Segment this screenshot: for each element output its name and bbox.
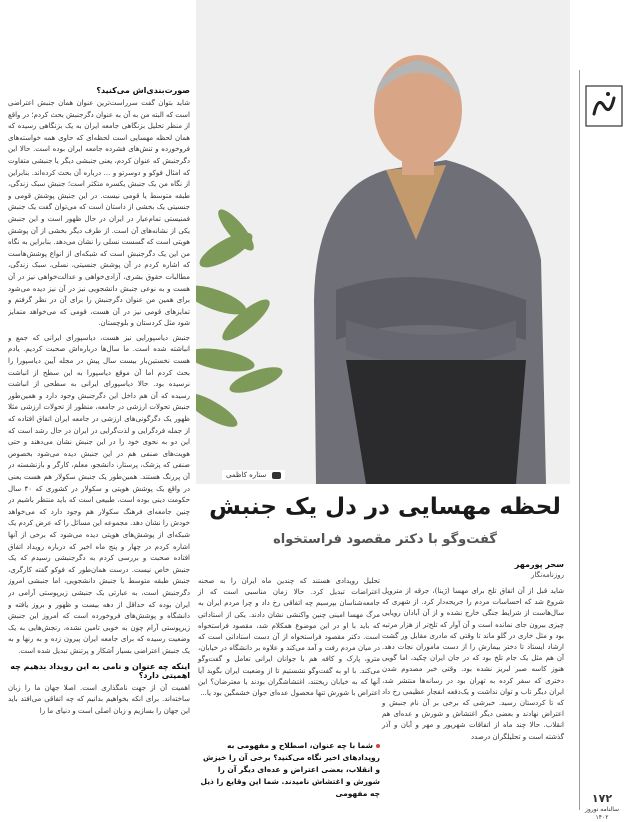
- answer-paragraph-1: شاید بتوان گفت سرراست‌ترین عنوان همان جنبش اعتراضی است که البته من به آن به عنوان دگرجنبش بحث کردم؛ در واقع از منظر تحلیل بزنگاهی جامعه ایران به یک بزنگاهی رسیده که همان لحظه مهسایی است لحظه‌ای که حاوی همه خواسته‌های فروخورده و تنش‌های فشرده جامعه ایران بوده است. حالا این دگرجنبش که عنوان کردم، یعنی جنبشی دیگر یا جنبشی متفاوت که امثال فوکو و دوسرتو و ... درباره آن بحث کرده‌اند. بنابراین از نگاه من یک جنبش یکسره متکثر است؛ جنبش سبک زندگی، طبقه متوسط یا قومی نیست. در این جنبش پوشش قومی و جنسیتی یک بخشی از داستان است که می‌توان گفت یک جنبش فمنیستی تمام‌عیار در ایران در حال ظهور است و این جنبش یکی از نشانه‌های آن است. از طرف دیگر بخشی از آن پوشش هویتی است که گسست نسلی را نشان می‌دهد. بنابراین به نگاه من این یک دگرجنبش است که شبکه‌ای از انواع پوشش‌هاست که اشاره کردم در آن پوشش جنسیتی، نسلی، سبک زندگی، مطالبات حقوق بشری، آزادی‌خواهی و عدالت‌خواهی نیز در آن هست و به نوعی جنبش دانشجویی نیز در آن نیز دیده می‌شود برای همین من عنوان دگرجنبش را برای آن در نظر گرفتم و تمایزهای قومی نیز در آن هست، قومی که می‌خواهد متمایز شود مثل کردستان و بلوچستان.: [8, 99, 190, 328]
- intro-text-column: [382, 586, 564, 743]
- question-heading-1: صورت‌بندی‌اش می‌کنید؟: [96, 86, 190, 95]
- byline: [384, 560, 564, 579]
- author-name: سحر پورمهر: [514, 560, 564, 569]
- portrait-photo: [196, 0, 570, 484]
- question-bullet-icon: [376, 744, 380, 748]
- margin-divider: [579, 70, 580, 810]
- interview-question: [198, 740, 380, 800]
- author-role: روزنامه‌نگار: [530, 571, 564, 579]
- middle-paragraph: تحلیل رویدادی هستند که چندین ماه ایران را به صحنه اعتراضات تبدیل کرد. حالا زمان مناسبی است که از جامعه‌شناسان بپرسیم چه اتفاقی رخ داد و چرا مردم ایران به مرگ مهسا امینی چنین واکنشی نشان دادند. یکی از استاداتی که باید با او در این موضوع همکلام شد، مقصود فراستخواه است. دکتر مقصود فراستخواه از آن دست استادانی است که در میان مردم رفت و آمد می‌کند و علاوه بر دانشگاه در خیابان، مترو، پارک و کافه هم با جوانان ایرانی تعامل و گفت‌وگو می‌کند. با او به گفت‌وگو نشستیم تا از وضعیت ایران بگوید آیا آنها که به خیابان ریختند، اغتشاشگران بودند یا معترضان؟ این اعتراض با شورش تنها محصول عده‌ای جوان خشمگین بود یا...: [198, 577, 380, 698]
- answer-paragraph-2: جنبش دیاسپورایی نیز هست، دیاسپورای ایرانی که جمع و انباشته شده است. ما سال‌ها درباره‌اش صحبت کردیم. یادم هست نخستین‌بار بیست سال پیش در مجله آیین دیاسپورا را بحث کردم اما آن موقع دیاسپورا به این سطح از انباشت نرسیده بود. حالا دیاسپورای ایرانی به سطحی از انباشت رسیده که آن هم داخل این دگرجنبش وجود دارد و همین‌طور جنبش تحولات ارزشی در جامعه، منظور از تحولات ارزشی مثلا ظهور یک دگرگونی‌های ارزشی در جامعه ایران اتفاق افتاده که از جمله فردگرایی و لذت‌گرایی در ایران در حال رشد است که این دو به نحوی خود را در این جنبش نشان می‌دهند و حتی هویت‌های صنفی هم در این جنبش دیده می‌شود بخصوص صنفی که پزشک، پرستار، دانشجو، معلم، کارگر و بازنشسته در آن پررنگ هستند. همین‌طور یک جنبش سکولار هم هست یعنی در واقع یک پوشش هویتی و سکولار در کشوری که ۴۰ سال حکومت دینی بوده است، طبیعی است که باید منتظر باشیم در چنین جامعه‌ای فرهنگ سکولار هم وجود دارد که می‌خواهد خودش را نشان دهد. مجموعه این مسائل را که عرض کردم یک شبکه‌ای از پوشش‌های هویتی دیده می‌شود که برخی از آنها اشاره کردم در چهار و پنج ماه اخیر که درباره رویداد اتفاق افتاده صحبت و بررسی کردم به دگرجنبشی رسیدم که یک جنبش خاص نیست. درست همان‌طور که فوکو گفته کارگری، جنبش طبقه متوسط یا جنبش دانشجویی، اما جنبشی امروز دگرجنبش است، به عبارتی یک جنبشی زیرپوستی آرامی در ایران بوده که حداقل از دهه بیست و ظهور و بروز یافته و دانشگاه و پوشش‌های فروخورده است که امروز این جنبش زیرپوستی آرام چون به خوبی تامین نشده، رنجش‌هایی به یک وضعیت رسیده که برای جامعه ایران پیرون زده و به رنها و به یک جنبش اعتراضی بسیار آشکار و پرتنش تبدیل شده است.: [8, 333, 190, 655]
- answer-paragraph-3: اهمیت آن از جهت نامگذاری است. اصلا جهان ما را زبان ساخته‌اند. برای انکه بخواهیم بدانیم که چه اتفاقی می‌افتد باید این جهان را بسازیم و زبان اصلی است و دنیای ما را: [8, 683, 190, 715]
- intro-paragraph: شاید قبل از آن اتفاق تلخ برای مهسا (ژینا)، جرقه از متروپل شروع شد که احساسات مردم را جریحه‌دار کرد. از شهری که سال‌هاست از شرایط جنگی خارج نشده و از آن آبادان رویایی چیزی بیرون جای نمانده است و آن آوار که تلخ‌تر از هزار مرتبه بود و مثل خاری در گلو ماند تا وقتی که مادری مقابل ور گشت ارشاد ایستاد تا دختر بیمارش را از دست ماموران نجات دهد. آن هم مثل یک جام تلخ بود که در جان ایران چکید، اما گویی هنوز کاسه صبر لبریز نشده بود. وقتی خبر مصدوم شدن دختری که سفر کرده به تهران بود در رسانه‌ها منتشر شد، ایران دیگر تاب و توان نداشت و یک‌دفعه انفجار عظیمی رخ داد که تا کردستان رسید. خبرشی که برخی بر آن نام جنبش و اعتراض نهادند و بعضی دیگر اغتشاش و شورش و عده‌ای هم انقلاب. حالا چند ماه از اتفاقات شهریور و مهر و آبان و آذر گذشته است و تحلیلگران درصدد: [382, 587, 564, 741]
- question-text: شما با چه عنوان، اصطلاح و مفهومی به رویدادهای اخیر نگاه می‌کنید؟ برخی آن را خیزش و انقلاب، بعضی اعتراض و عده‌ای دیگر آن را شورش و اغتشاش نامیدند. شما این وقایع را ذیل چه مفهومی: [200, 741, 380, 798]
- left-text-column: [8, 86, 190, 806]
- photo-credit-text: ستاره کاظمی: [226, 471, 267, 479]
- middle-text-column: [198, 576, 380, 699]
- article-subheadline: گفت‌وگو با دکتر مقصود فراستخواه: [273, 532, 497, 547]
- question-heading-2: اینکه چه عنوان و نامی به این رویداد بدهیم چه اهمیتی دارد؟: [10, 661, 190, 680]
- camera-icon: [272, 472, 281, 479]
- magazine-logo-icon: [584, 84, 624, 128]
- issue-info: سالنامه نوروز ۱۴۰۲: [584, 806, 620, 821]
- article-headline: لحظه مهسایی در دل یک جنبش: [209, 494, 561, 520]
- page-number: ۱۷۲: [591, 792, 613, 805]
- photo-credit: [222, 470, 285, 480]
